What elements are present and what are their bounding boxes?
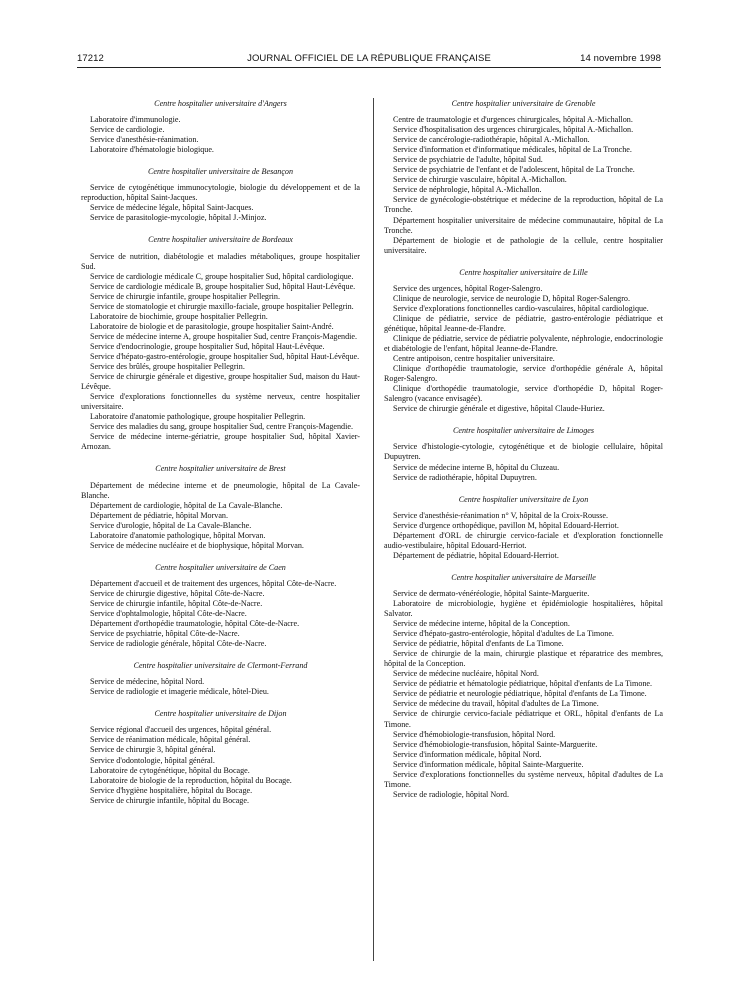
service-entry: Département hospitalier universitaire de médecine communautaire, hôpital de La Tronche. (384, 215, 663, 235)
section-title: Centre hospitalier universitaire de Clermont-Ferrand (133, 661, 308, 671)
service-entry: Service de gynécologie-obstétrique et médecine de la reproduction, hôpital de La Tronche. (384, 195, 663, 215)
service-entry: Service d'hémobiologie-transfusion, hôpital Nord. (393, 729, 556, 739)
service-entry: Service de cardiologie. (90, 125, 165, 135)
service-entry: Service d'information médicale, hôpital Sainte-Marguerite. (393, 759, 584, 769)
service-entry: Service de cardiologie médicale B, groupe hospitalier Sud, hôpital Haut-Lévêque. (90, 281, 356, 291)
service-entry: Laboratoire d'anatomie pathologique, groupe hospitalier Pellegrin. (90, 412, 306, 422)
service-entry: Laboratoire d'immunologie. (90, 115, 181, 125)
hospital-section (384, 426, 663, 482)
service-entry: Service d'odontologie, hôpital général. (90, 755, 215, 765)
service-entry: Département de biologie et de pathologie de la cellule, centre hospitalier universitaire. (384, 235, 663, 255)
service-entry: Service de psychiatrie de l'enfant et de l'adolescent, hôpital de La Tronche. (393, 165, 635, 175)
service-entry: Service de pédiatrie, hôpital d'enfants de La Timone. (393, 639, 564, 649)
section-title: Centre hospitalier universitaire de Dijon (154, 709, 287, 719)
service-entry: Service de chirurgie digestive, hôpital Côte-de-Nacre. (90, 588, 265, 598)
service-entry: Service de radiothérapie, hôpital Dupuytren. (393, 472, 537, 482)
journal-title: JOURNAL OFFICIEL DE LA RÉPUBLIQUE FRANÇAISE (247, 53, 491, 64)
service-entry: Service d'hygiène hospitalière, hôpital du Bocage. (90, 785, 253, 795)
service-entry: Service de stomatologie et chirurgie maxillo-faciale, groupe hospitalier Pellegrin. (90, 301, 354, 311)
service-entry: Service de psychiatrie, hôpital Côte-de-Nacre. (90, 629, 240, 639)
service-entry: Service de médecine interne, hôpital de la Conception. (393, 619, 570, 629)
service-entry: Service de nutrition, diabétologie et maladies métaboliques, groupe hospitalier Sud. (81, 251, 360, 271)
service-entry: Service d'hospitalisation des urgences chirurgicales, hôpital A.-Michallon. (393, 125, 634, 135)
section-title: Centre hospitalier universitaire de Caen (155, 562, 286, 572)
service-entry: Service régional d'accueil des urgences, hôpital général. (90, 725, 272, 735)
service-entry: Service de chirurgie infantile, hôpital du Bocage. (90, 795, 249, 805)
service-entry: Laboratoire de biochimie, groupe hospitalier Pellegrin. (90, 311, 268, 321)
service-entry: Service des maladies du sang, groupe hospitalier Sud, centre François-Magendie. (90, 422, 353, 432)
service-entry: Service d'ophtalmologie, hôpital Côte-de-Nacre. (90, 609, 247, 619)
service-entry: Service de médecine interne A, groupe hospitalier Sud, centre François-Magendie. (90, 331, 358, 341)
service-entry: Laboratoire d'hématologie biologique. (90, 145, 214, 155)
service-entry: Service de cardiologie médicale C, groupe hospitalier Sud, hôpital cardiologique. (90, 271, 354, 281)
hospital-section (81, 167, 360, 223)
right-column (384, 99, 663, 812)
hospital-section (384, 573, 663, 800)
service-entry: Service de chirurgie infantile, groupe hospitalier Pellegrin. (90, 291, 280, 301)
hospital-section (81, 99, 360, 155)
service-entry: Département de cardiologie, hôpital de La Cavale-Blanche. (90, 500, 283, 510)
service-entry: Département d'accueil et de traitement des urgences, hôpital Côte-de-Nacre. (90, 578, 337, 588)
service-entry: Laboratoire de biologie de la reproduction, hôpital du Bocage. (90, 775, 292, 785)
section-title: Centre hospitalier universitaire de Brest (155, 464, 286, 474)
section-title: Centre hospitalier universitaire de Limoges (452, 426, 595, 436)
service-entry: Service d'anesthésie-réanimation n° V, hôpital de la Croix-Rousse. (393, 510, 609, 520)
service-entry: Service d'information médicale, hôpital Nord. (393, 749, 542, 759)
service-entry: Clinique de pédiatrie, service de pédiatrie, gastro-entérologie pédiatrique et génétique, hôpital Jeanne-de-Flandre. (384, 313, 663, 333)
column-divider (373, 98, 374, 961)
service-entry: Clinique de pédiatrie, service de pédiatrie polyvalente, néphrologie, endocrinologie et diabétologie de l'enfant, hôpital Jeanne-de-Flandre. (384, 333, 663, 354)
service-entry: Clinique de neurologie, service de neurologie D, hôpital Roger-Salengro. (393, 293, 630, 303)
service-entry: Service de médecine nucléaire et de biophysique, hôpital Morvan. (90, 540, 304, 550)
hospital-section (81, 563, 360, 649)
service-entry: Service de dermato-vénéréologie, hôpital Sainte-Marguerite. (393, 588, 590, 598)
service-entry: Service d'anesthésie-réanimation. (90, 135, 199, 145)
service-entry: Service de médecine interne-gériatrie, groupe hospitalier Sud, hôpital Xavier-Arnozan. (81, 432, 360, 452)
service-entry: Service de chirurgie de la main, chirurgie plastique et réparatrice des membres, hôpital de la Conception. (384, 649, 663, 669)
section-title: Centre hospitalier universitaire d'Angers (154, 99, 287, 108)
service-entry: Service d'information et d'informatique médicales, hôpital de La Tronche. (393, 145, 632, 155)
service-entry: Département d'ORL de chirurgie cervico-faciale et d'exploration fonctionnelle audio-vestibulaire, hôpital Edouard-Herriot. (384, 530, 663, 550)
service-entry: Service de médecine légale, hôpital Saint-Jacques. (90, 203, 254, 213)
service-entry: Service de médecine, hôpital Nord. (90, 677, 205, 687)
service-entry: Département d'orthopédie traumatologie, hôpital Côte-de-Nacre. (90, 619, 300, 629)
service-entry: Service de médecine interne B, hôpital du Cluzeau. (393, 462, 560, 472)
hospital-section (384, 268, 663, 415)
service-entry: Service de pédiatrie et neurologie pédiatrique, hôpital d'enfants de La Timone. (393, 689, 647, 699)
service-entry: Département de médecine interne et de pneumologie, hôpital de La Cavale-Blanche. (81, 480, 360, 500)
service-entry: Service de cytogénétique immunocytologie, biologie du développement et de la reproduction, hôpital Saint-Jacques. (81, 183, 360, 203)
service-entry: Service de chirurgie générale et digestive, groupe hospitalier Sud, maison du Haut-Lévêque. (81, 372, 360, 392)
service-entry: Service de médecine nucléaire, hôpital Nord. (393, 669, 539, 679)
service-entry: Service de psychiatrie de l'adulte, hôpital Sud. (393, 155, 543, 165)
service-entry: Département de pédiatrie, hôpital Edouard-Herriot. (393, 550, 559, 560)
service-entry: Service des brûlés, groupe hospitalier Pellegrin. (90, 362, 245, 372)
service-entry: Département de pédiatrie, hôpital Morvan. (90, 510, 228, 520)
service-entry: Centre antipoison, centre hospitalier universitaire. (393, 354, 555, 364)
service-entry: Service de chirurgie 3, hôpital général. (90, 745, 216, 755)
service-entry: Service de radiologie et imagerie médicale, hôtel-Dieu. (90, 687, 269, 697)
service-entry: Service de cancérologie-radiothérapie, hôpital A.-Michallon. (393, 135, 590, 145)
service-entry: Clinique d'orthopédie traumatologie, service d'orthopédie D, hôpital Roger-Salengro (vacance envisagée). (384, 384, 663, 404)
left-column (81, 99, 360, 818)
hospital-section (81, 464, 360, 550)
service-entry: Service de réanimation médicale, hôpital général. (90, 735, 251, 745)
service-entry: Service d'endocrinologie, groupe hospitalier Sud, hôpital Haut-Lévêque. (90, 341, 325, 351)
service-entry: Laboratoire de cytogénétique, hôpital du Bocage. (90, 765, 250, 775)
hospital-section (384, 99, 663, 256)
service-entry: Service d'hémobiologie-transfusion, hôpital Sainte-Marguerite. (393, 739, 598, 749)
service-entry: Service de médecine du travail, hôpital d'adultes de La Timone. (393, 699, 599, 709)
service-entry: Laboratoire de microbiologie, hygiène et épidémiologie hospitalières, hôpital Salvator. (384, 598, 663, 619)
service-entry: Service de chirurgie infantile, hôpital Côte-de-Nacre. (90, 598, 263, 608)
section-title: Centre hospitalier universitaire de Marseille (451, 572, 596, 582)
service-entry: Service de néphrologie, hôpital A.-Michallon. (393, 185, 542, 195)
section-title: Centre hospitalier universitaire de Lille (459, 267, 588, 277)
page-number: 17212 (77, 53, 104, 64)
service-entry: Service d'explorations fonctionnelles du système nerveux, hôpital d'adultes de La Timone. (384, 769, 663, 789)
header-rule (77, 67, 661, 68)
section-title: Centre hospitalier universitaire de Bordeaux (148, 235, 293, 245)
service-entry: Service de chirurgie cervico-faciale pédiatrique et ORL, hôpital d'enfants de La Timone. (384, 709, 663, 729)
service-entry: Service de chirurgie vasculaire, hôpital A.-Michallon. (393, 175, 567, 185)
page-header (77, 53, 661, 67)
service-entry: Service de radiologie, hôpital Nord. (393, 789, 509, 799)
service-entry: Service de chirurgie générale et digestive, hôpital Claude-Huriez. (393, 404, 605, 414)
hospital-section (81, 709, 360, 805)
service-entry: Service d'hépato-gastro-entérologie, hôpital d'adultes de La Timone. (393, 629, 614, 639)
hospital-section (81, 235, 360, 452)
service-entry: Service d'hépato-gastro-entérologie, groupe hospitalier Sud, hôpital Haut-Lévêque. (90, 351, 360, 361)
service-entry: Service de radiologie générale, hôpital Côte-de-Nacre. (90, 639, 267, 649)
section-title: Centre hospitalier universitaire de Besançon (147, 167, 294, 177)
issue-date: 14 novembre 1998 (580, 53, 661, 64)
service-entry: Laboratoire d'anatomie pathologique, hôpital Morvan. (90, 530, 266, 540)
service-entry: Centre de traumatologie et d'urgences chirurgicales, hôpital A.-Michallon. (393, 115, 633, 125)
service-entry: Clinique d'orthopédie traumatologie, service d'orthopédie générale A, hôpital Roger-Salengro. (384, 364, 663, 384)
hospital-section (81, 661, 360, 697)
service-entry: Service de parasitologie-mycologie, hôpital J.-Minjoz. (90, 213, 267, 223)
service-entry: Service d'histologie-cytologie, cytogénétique et de biologie cellulaire, hôpital Dupuytren. (384, 442, 663, 462)
section-title: Centre hospitalier universitaire de Grenoble (451, 99, 596, 108)
hospital-section (384, 495, 663, 561)
service-entry: Service d'explorations fonctionnelles du système nerveux, centre hospitalier universitaire. (81, 392, 360, 412)
service-entry: Service d'explorations fonctionnelles cardio-vasculaires, hôpital cardiologique. (393, 303, 649, 313)
service-entry: Service d'urologie, hôpital de La Cavale-Blanche. (90, 520, 252, 530)
service-entry: Service de pédiatrie et hématologie pédiatrique, hôpital d'enfants de La Timone. (393, 679, 653, 689)
service-entry: Service d'urgence orthopédique, pavillon M, hôpital Edouard-Herriot. (393, 520, 619, 530)
service-entry: Service des urgences, hôpital Roger-Salengro. (393, 283, 543, 293)
section-title: Centre hospitalier universitaire de Lyon (458, 494, 589, 504)
service-entry: Laboratoire de biologie et de parasitologie, groupe hospitalier Saint-André. (90, 321, 334, 331)
